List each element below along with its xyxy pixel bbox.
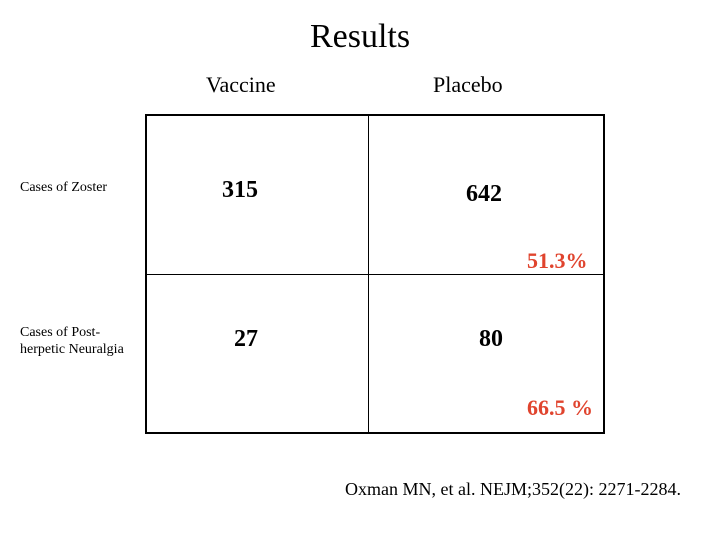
- row-label-zoster: Cases of Zoster: [20, 180, 108, 195]
- column-header-placebo: Placebo: [433, 72, 503, 97]
- row-label-phn: Cases of Post-herpetic Neuralgia: [20, 325, 124, 357]
- cell-zoster-vaccine: 315: [222, 177, 258, 203]
- table-row-divider: [145, 274, 605, 275]
- reduction-phn: 66.5 %: [527, 395, 593, 420]
- citation: Oxman MN, et al. NEJM;352(22): 2271-2284.: [345, 479, 681, 499]
- cell-zoster-placebo: 642: [466, 181, 502, 207]
- cell-phn-vaccine: 27: [234, 326, 258, 352]
- column-header-vaccine: Vaccine: [206, 72, 276, 97]
- slide-title: Results: [309, 18, 411, 55]
- cell-phn-placebo: 80: [479, 326, 503, 352]
- reduction-zoster: 51.3%: [527, 248, 588, 273]
